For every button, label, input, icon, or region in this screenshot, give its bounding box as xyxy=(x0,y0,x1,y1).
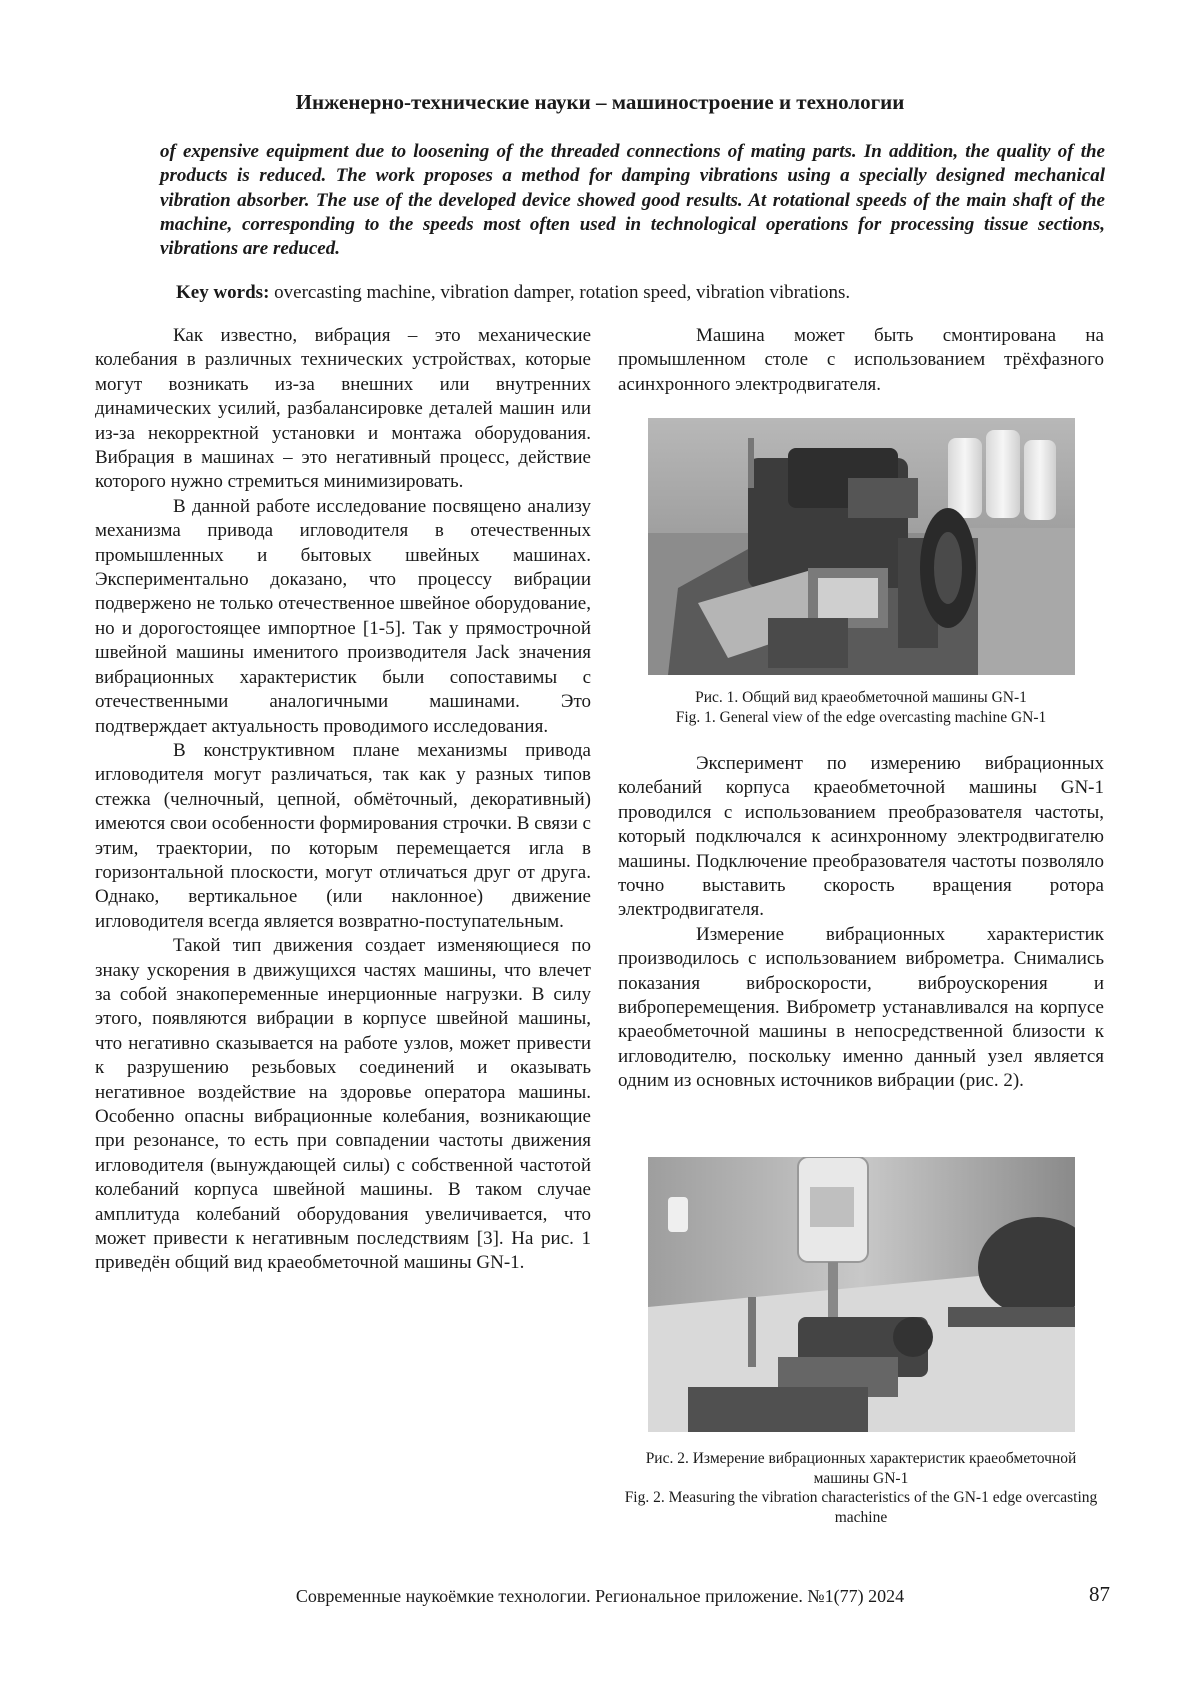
body-paragraph: В конструктивном плане механизмы привода игловодителя могут различаться, так как у разных типов стежка (челночный, цепной, обмёточный, декоративный) имеются свои особенности формирования строчки. В связи с этим, траектории, по которым перемещается игла в горизонтальной плоскости, могут отличаться друг от друга. Однако, вертикальное (или наклонное) движение игловодителя всегда является возвратно-поступательным. xyxy=(95,739,591,932)
keywords xyxy=(176,281,1116,305)
figure-1-photo xyxy=(648,418,1075,675)
overcasting-machine-photo xyxy=(648,418,1075,675)
abstract-text: of expensive equipment due to loosening of the threaded connections of mating parts. In addition, the quality of the products is reduced. The work proposes a method for damping vibrations using a specially designed mechanical vibration absorber. The use of the developed device showed good results. At rotational speeds of the main shaft of the machine, corresponding to the speeds most often used in technological operations for processing tissue sections, vibrations are reduced. xyxy=(160,141,1105,260)
right-column-middle xyxy=(618,752,1104,1094)
figure-2-photo xyxy=(648,1157,1075,1432)
left-column xyxy=(95,324,591,1276)
figure-1-caption-en: Fig. 1. General view of the edge overcasting machine GN-1 xyxy=(675,708,1047,726)
body-paragraph: Эксперимент по измерению вибрационных колебаний корпуса краеобметочной машины GN-1 проводился с использованием преобразователя частоты, который подключался к асинхронному электродвигателю машины. Подключение преобразователя частоты позволяло точно выставить скорость вращения ротора электродвигателя. xyxy=(618,753,1104,921)
figure-2-caption-ru: Рис. 2. Измерение вибрационных характеристик краеобметочной машины GN-1 xyxy=(645,1450,1077,1487)
body-paragraph: Измерение вибрационных характеристик производилось с использованием виброметра. Снимались показания виброскорости, виброускорения и виброперемещения. Виброметр устанавливался на корпусе краеобметочной машины в непосредственной близости к игловодителю, поскольку именно данный узел является одним из основных источников вибрации (рис. 2). xyxy=(618,923,1104,1092)
figure-1-caption xyxy=(618,688,1104,727)
section-header: Инженерно-технические науки – машиностроение и технологии xyxy=(295,90,905,114)
figure-2-caption xyxy=(618,1449,1104,1527)
body-paragraph: Как известно, вибрация – это механические колебания в различных технических устройствах, которые могут возникать из-за внешних или внутренних динамических усилий, разбалансировке деталей машин или из-за некорректной установки и монтажа оборудования. Вибрация в машинах – это негативный процесс, действие которого нужно стремиться минимизировать. xyxy=(95,325,591,493)
keywords-label: Key words: xyxy=(176,282,270,303)
vibrometer-measurement-photo xyxy=(648,1157,1075,1432)
body-paragraph: Машина может быть смонтирована на промышленном столе с использованием трёхфазного асинхронного электродвигателя. xyxy=(618,325,1104,395)
page-number: 87 xyxy=(1089,1582,1110,1606)
journal-footer: Современные наукоёмкие технологии. Региональное приложение. №1(77) 2024 xyxy=(295,1586,905,1606)
keywords-text: overcasting machine, vibration damper, rotation speed, vibration vibrations. xyxy=(269,282,851,303)
body-paragraph: Такой тип движения создает изменяющиеся по знаку ускорения в движущихся частях машины, что влечет за собой знакопеременные инерционные нагрузки. В силу этого, появляются вибрации в корпусе швейной машины, что негативно сказывается на работе узлов, может привести к разрушению резьбовых соединений и оказывать негативное воздействие на здоровье оператора машины. Особенно опасны вибрационные колебания, возникающие при резонансе, то есть при совпадении частоты движения игловодителя (вынуждающей силы) с собственной частотой колебаний корпуса швейной машины. В таком случае амплитуда колебаний оборудования увеличивается, что может привести к негативным последствиям [3]. На рис. 1 приведён общий вид краеобметочной машины GN-1. xyxy=(95,935,591,1274)
body-paragraph: В данной работе исследование посвящено анализу механизма привода игловодителя в отечественных промышленных и бытовых швейных машинах. Экспериментально доказано, что процессу вибрации подвержено не только отечественное швейное оборудование, но и дорогостоящее импортное [1-5]. Так у прямострочной швейной машины именитого производителя Jack значения вибрационных характеристик были сопоставимы с отечественными аналогичными машинами. Это подтверждает актуальность проводимого исследования. xyxy=(95,495,591,737)
right-column-top xyxy=(618,324,1104,397)
figure-1-caption-ru: Рис. 1. Общий вид краеобметочной машины GN-1 xyxy=(695,689,1027,706)
figure-2-caption-en: Fig. 2. Measuring the vibration characteristics of the GN-1 edge overcasting machine xyxy=(624,1489,1098,1526)
